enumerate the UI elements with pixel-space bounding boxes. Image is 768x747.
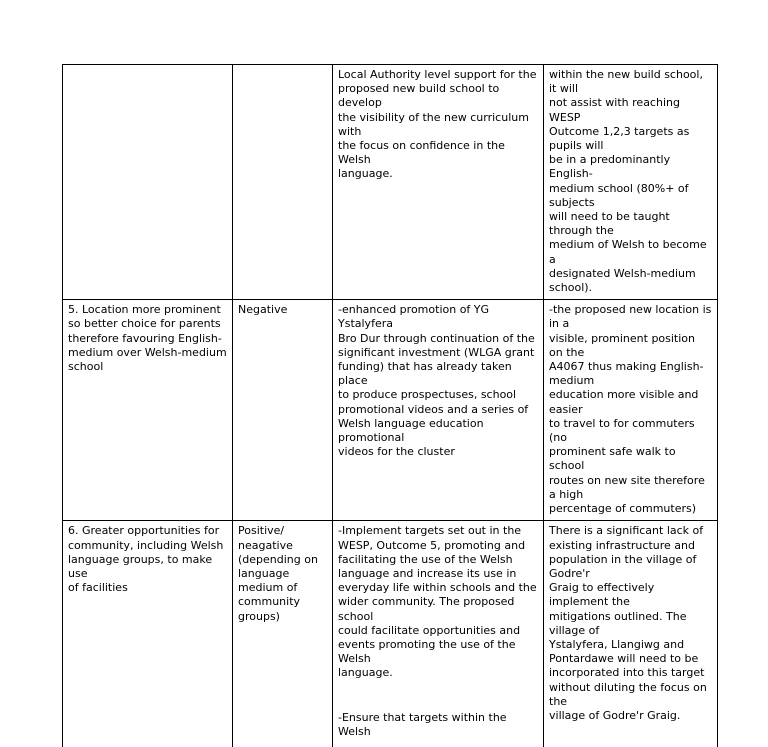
table-row <box>63 300 718 521</box>
table-cell-effect: Negative <box>233 300 333 521</box>
table-row <box>63 521 718 747</box>
impact-table <box>62 64 718 747</box>
table-cell-impact <box>63 65 233 300</box>
table-cell-impact: 6. Greater opportunities for community, including Welsh language groups, to make use of facilities <box>63 521 233 747</box>
table-cell-comment: within the new build school, it will not assist with reaching WESP Outcome 1,2,3 targets as pupils will be in a predominantly English- medium school (80%+ of subjects will need to be taught through the medium of Welsh to become a designated Welsh-medium school). <box>544 65 718 300</box>
table-cell-impact: 5. Location more prominent so better choice for parents therefore favouring English- medium over Welsh-medium school <box>63 300 233 521</box>
table-cell-comment: There is a significant lack of existing infrastructure and population in the village of Godre'r Graig to effectively implement the mitigations outlined. The village of Ystalyfera, Llangiwg and Pontardawe will need to be incorporated into this target without diluting the focus on the village of Godre'r Graig. <box>544 521 718 747</box>
table-row <box>63 65 718 300</box>
mitigation-continuation: -Ensure that targets within the Welsh <box>338 710 507 738</box>
table-cell-mitigation: Local Authority level support for the proposed new build school to develop the visibility of the new curriculum with the focus on confidence in the Welsh language. <box>333 65 544 300</box>
table-cell-mitigation: -enhanced promotion of YG Ystalyfera Bro Dur through continuation of the significant investment (WLGA grant funding) that has already taken place to produce prospectuses, school promotional videos and a series of Welsh language education promotional videos for the cluster <box>333 300 544 521</box>
table-cell-mitigation: -Implement targets set out in the WESP, Outcome 5, promoting and facilitating the use of the Welsh language and increase its use in everyday life within schools and the wider community. The proposed school could facilitate opportunities and events promoting the use of the Welsh language. -Ensure that targets within the Welsh <box>333 521 544 747</box>
table-cell-comment: -the proposed new location is in a visible, prominent position on the A4067 thus making English-medium education more visible and easier to travel to for commuters (no prominent safe walk to school routes on new site therefore a high percentage of commuters) <box>544 300 718 521</box>
table-cell-effect: Positive/ neagative (depending on language medium of community groups) <box>233 521 333 747</box>
table-cell-effect <box>233 65 333 300</box>
